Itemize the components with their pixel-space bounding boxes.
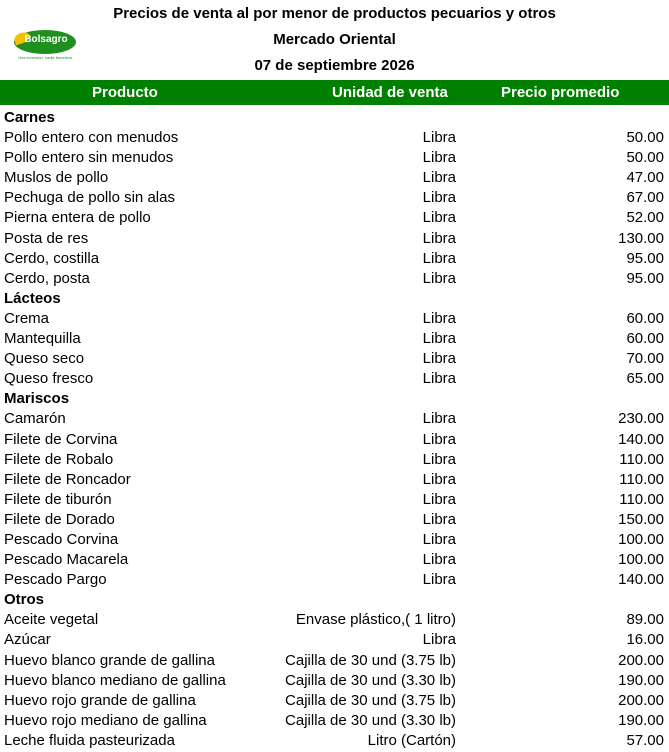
product-name: Huevo rojo mediano de gallina xyxy=(4,711,207,729)
average-price: 190.00 xyxy=(618,671,664,689)
product-name: Posta de res xyxy=(4,229,89,247)
sale-unit: Libra xyxy=(422,430,456,448)
average-price: 95.00 xyxy=(626,249,664,267)
sale-unit: Libra xyxy=(422,229,456,247)
table-row xyxy=(0,671,669,691)
product-name: Filete de Corvina xyxy=(4,430,118,448)
table-row xyxy=(0,691,669,711)
table-row xyxy=(0,369,669,389)
sale-unit: Libra xyxy=(422,169,456,187)
table-row xyxy=(0,148,669,168)
table-row xyxy=(0,651,669,671)
sale-unit: Cajilla de 30 und (3.30 lb) xyxy=(285,671,456,689)
product-name: Filete de Roncador xyxy=(4,470,131,488)
column-header-unit: Unidad de venta xyxy=(332,84,448,101)
sale-unit: Libra xyxy=(422,530,456,548)
sale-unit: Libra xyxy=(422,631,456,649)
table-row xyxy=(0,168,669,188)
average-price: 150.00 xyxy=(618,510,664,528)
product-name: Pechuga de pollo sin alas xyxy=(4,189,175,207)
average-price: 100.00 xyxy=(618,551,664,569)
average-price: 140.00 xyxy=(618,430,664,448)
product-name: Filete de Dorado xyxy=(4,510,115,528)
product-name: Huevo blanco mediano de gallina xyxy=(4,671,226,689)
category-title: Mariscos xyxy=(4,390,70,408)
sale-unit: Cajilla de 30 und (3.30 lb) xyxy=(285,711,456,729)
table-row xyxy=(0,530,669,550)
average-price: 52.00 xyxy=(626,209,664,227)
product-name: Cerdo, costilla xyxy=(4,249,100,267)
category-row xyxy=(0,590,669,610)
product-name: Filete de Robalo xyxy=(4,450,114,468)
sale-unit: Libra xyxy=(422,269,456,287)
sale-unit: Libra xyxy=(422,450,456,468)
table-row xyxy=(0,630,669,650)
bolsagro-logo xyxy=(12,30,78,64)
category-title: Lácteos xyxy=(4,289,61,307)
sale-unit: Libra xyxy=(422,189,456,207)
table-row xyxy=(0,188,669,208)
product-name: Leche fluida pasteurizada xyxy=(4,731,175,749)
table-row xyxy=(0,229,669,249)
average-price: 57.00 xyxy=(626,731,664,749)
sale-unit: Libra xyxy=(422,330,456,348)
sale-unit: Libra xyxy=(422,470,456,488)
report-date: 07 de septiembre 2026 xyxy=(254,57,415,74)
sale-unit: Libra xyxy=(422,309,456,327)
table-row xyxy=(0,711,669,731)
product-name: Queso seco xyxy=(4,350,85,368)
logo-tagline: Una inversión. nadie beneficia xyxy=(18,55,72,60)
product-name: Aceite vegetal xyxy=(4,611,99,629)
sale-unit: Litro (Cartón) xyxy=(367,731,456,749)
product-name: Huevo rojo grande de gallina xyxy=(4,691,196,709)
product-name: Camarón xyxy=(4,410,66,428)
average-price: 200.00 xyxy=(618,651,664,669)
average-price: 95.00 xyxy=(626,269,664,287)
table-row xyxy=(0,610,669,630)
category-title: Otros xyxy=(4,591,45,609)
product-name: Crema xyxy=(4,309,50,327)
average-price: 89.00 xyxy=(626,611,664,629)
product-name: Pescado Macarela xyxy=(4,551,129,569)
price-table-body xyxy=(0,108,669,751)
product-name: Cerdo, posta xyxy=(4,269,90,287)
average-price: 140.00 xyxy=(618,571,664,589)
sale-unit: Envase plástico,( 1 litro) xyxy=(295,611,456,629)
market-name: Mercado Oriental xyxy=(273,31,396,48)
sale-unit: Libra xyxy=(422,249,456,267)
average-price: 230.00 xyxy=(618,410,664,428)
table-row xyxy=(0,269,669,289)
product-name: Mantequilla xyxy=(4,330,81,348)
column-header-product: Producto xyxy=(92,84,158,101)
sale-unit: Libra xyxy=(422,209,456,227)
table-header xyxy=(0,80,669,105)
column-header-price: Precio promedio xyxy=(501,84,620,101)
sale-unit: Cajilla de 30 und (3.75 lb) xyxy=(285,691,456,709)
product-name: Muslos de pollo xyxy=(4,169,109,187)
report-title: Precios de venta al por menor de productos pecuarios y otros xyxy=(113,5,556,22)
table-row xyxy=(0,208,669,228)
sale-unit: Libra xyxy=(422,410,456,428)
sale-unit: Cajilla de 30 und (3.75 lb) xyxy=(285,651,456,669)
table-row xyxy=(0,249,669,269)
product-name: Pollo entero con menudos xyxy=(4,129,179,147)
table-row xyxy=(0,430,669,450)
category-title: Carnes xyxy=(4,109,55,126)
average-price: 110.00 xyxy=(619,490,664,508)
sale-unit: Libra xyxy=(422,129,456,147)
table-row xyxy=(0,570,669,590)
table-row xyxy=(0,731,669,751)
table-row xyxy=(0,550,669,570)
average-price: 190.00 xyxy=(618,711,664,729)
table-row xyxy=(0,510,669,530)
table-row xyxy=(0,309,669,329)
sale-unit: Libra xyxy=(422,551,456,569)
average-price: 100.00 xyxy=(618,530,664,548)
category-row xyxy=(0,289,669,309)
logo-name: Bolsagro xyxy=(24,34,68,45)
sale-unit: Libra xyxy=(422,350,456,368)
average-price: 65.00 xyxy=(626,370,664,388)
product-name: Pescado Corvina xyxy=(4,530,119,548)
product-name: Filete de tiburón xyxy=(4,490,112,508)
table-row xyxy=(0,450,669,470)
sale-unit: Libra xyxy=(422,510,456,528)
average-price: 50.00 xyxy=(626,149,664,167)
table-row xyxy=(0,329,669,349)
average-price: 130.00 xyxy=(618,229,664,247)
average-price: 50.00 xyxy=(626,129,664,147)
product-name: Pollo entero sin menudos xyxy=(4,149,174,167)
average-price: 110.00 xyxy=(619,450,664,468)
table-row xyxy=(0,470,669,490)
product-name: Azúcar xyxy=(4,631,51,649)
product-name: Pierna entera de pollo xyxy=(4,209,151,227)
average-price: 60.00 xyxy=(626,309,664,327)
sale-unit: Libra xyxy=(422,571,456,589)
table-row xyxy=(0,349,669,369)
table-row xyxy=(0,490,669,510)
average-price: 110.00 xyxy=(619,470,664,488)
table-row xyxy=(0,409,669,429)
average-price: 70.00 xyxy=(626,350,664,368)
sale-unit: Libra xyxy=(422,149,456,167)
average-price: 16.00 xyxy=(626,631,664,649)
average-price: 60.00 xyxy=(626,330,664,348)
table-row xyxy=(0,128,669,148)
average-price: 47.00 xyxy=(626,169,664,187)
sale-unit: Libra xyxy=(422,370,456,388)
average-price: 67.00 xyxy=(626,189,664,207)
sale-unit: Libra xyxy=(422,490,456,508)
product-name: Huevo blanco grande de gallina xyxy=(4,651,215,669)
product-name: Queso fresco xyxy=(4,370,94,388)
product-name: Pescado Pargo xyxy=(4,571,107,589)
average-price: 200.00 xyxy=(618,691,664,709)
category-row xyxy=(0,389,669,409)
category-row xyxy=(0,108,669,128)
